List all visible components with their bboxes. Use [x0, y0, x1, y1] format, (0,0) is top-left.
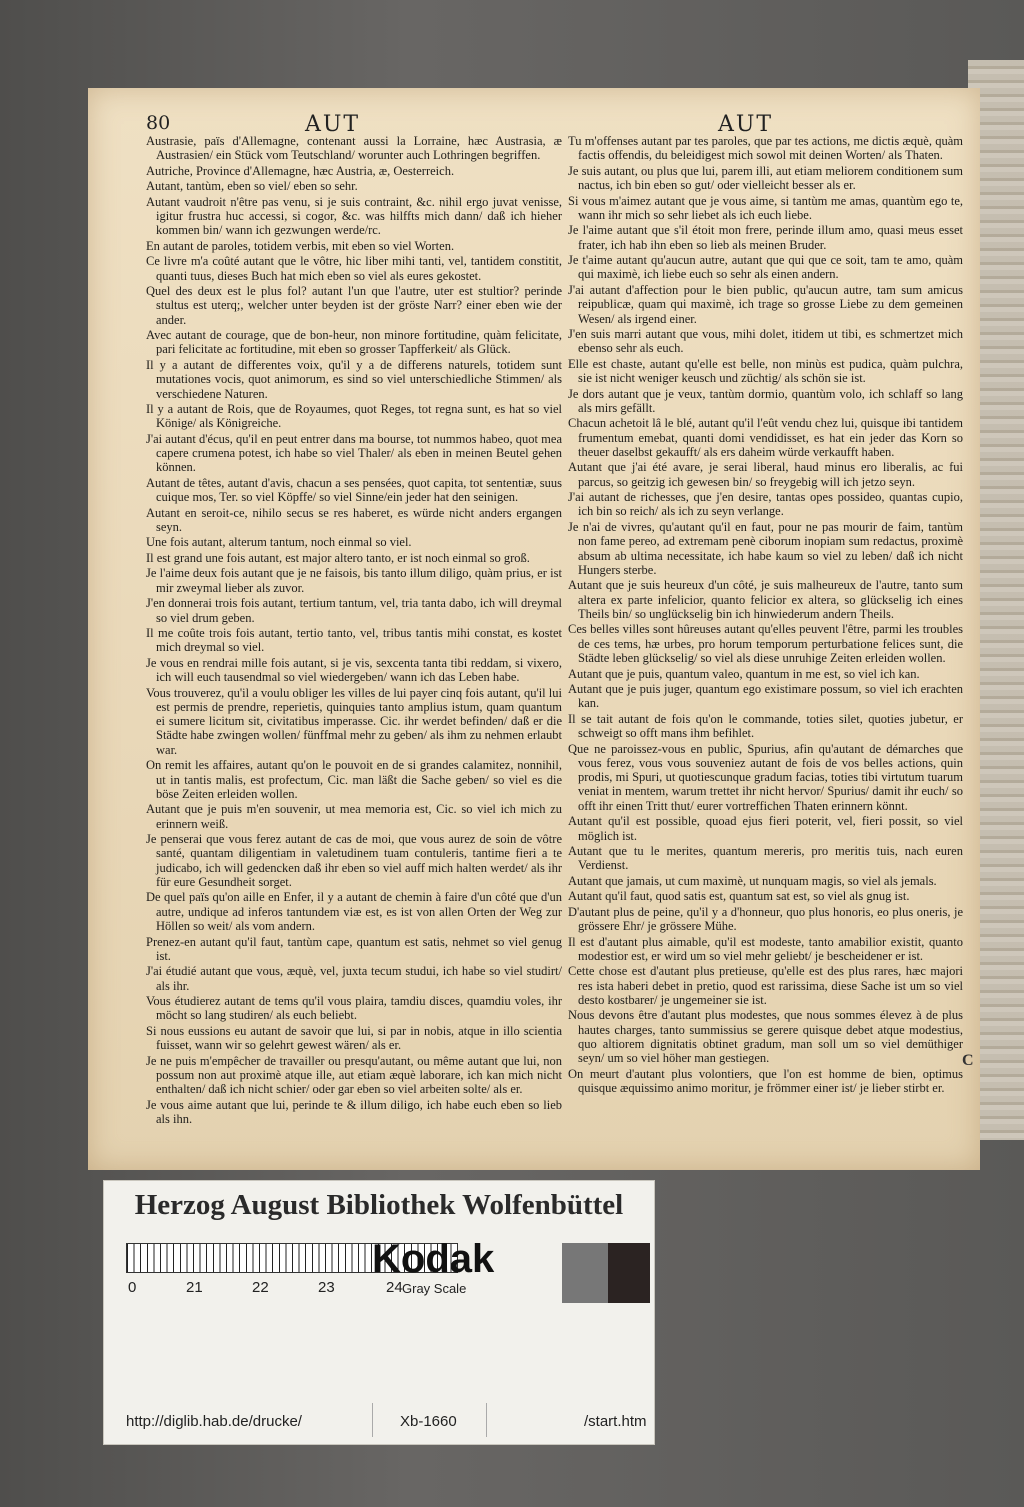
dictionary-entry: Ces belles villes sont hûreuses autant qu'elles peuvent l'être, parmi les troubles de ces tems, hæ urbes, pro horum temporum perturbatione felices sunt, die Städte leben glückselig/ so viel als diese unruhige Zeiten erleiden wollen. — [568, 622, 963, 666]
dictionary-entry: Autant en seroit-ce, nihilo secus se res haberet, es würde nicht anders ergangen seyn. — [146, 505, 562, 534]
dictionary-entry: Autant, tantùm, eben so viel/ eben so sehr. — [146, 179, 358, 194]
dictionary-entry: Ce livre m'a coûté autant que le vôtre, hic liber mihi tanti, vel, tantidem constitit, quanti tuus, dieses Buch hat mich eben so viel als eures gekostet. — [146, 254, 562, 283]
dictionary-entry: J'en suis marri autant que vous, mihi dolet, itidem ut tibi, es schmertzet mich ebenso sehr als euch. — [568, 326, 963, 356]
page-number: 80 — [146, 112, 171, 134]
dictionary-entry: Je l'aime autant que s'il étoit mon frere, perinde illum amo, quasi meus esset frater, ich hab ihn eben so lieb als meinen Bruder. — [568, 223, 963, 252]
right-text-column — [568, 134, 963, 1097]
dictionary-entry: Nous devons être d'autant plus modestes, que nous sommes élevez à de plus hautes charges, tanto summissius se gerere quisque debet atque modestius, quo altiorem dignitatis obtinet gradum, man soll um so viel demüthiger seyn/ um so viel höher man gestiegen. — [568, 1008, 963, 1066]
dictionary-entry: Il me coûte trois fois autant, tertio tanto, vel, tribus tantis mihi constat, es kostet mich dreymal so viel. — [146, 625, 562, 655]
ruler-label: 22 — [252, 1279, 269, 1296]
dictionary-entry: Je n'ai de vivres, qu'autant qu'il en faut, pour ne pas mourir de faim, tantùm non fame pereo, ad extremam penè ciborum inopiam sum redactus, proximè absum ab ultima necessitate, ich habe kaum so viel zu leben/ daß ich nicht Hungers sterbe. — [568, 519, 963, 577]
dictionary-entry: En autant de paroles, totidem verbis, mit eben so viel Worten. — [146, 238, 455, 253]
dictionary-entry: Autant que tu le merites, quantum mereris, pro meritis tuis, nach euren Verdienst. — [568, 844, 963, 873]
dictionary-entry: Je vous en rendrai mille fois autant, si je vis, sexcenta tanta tibi reddam, si vixero, ich will euch tausendmal so viel wiedergeben/ wann ich das Leben habe. — [146, 655, 562, 685]
dictionary-entry: Il est d'autant plus aimable, qu'il est modeste, tanto amabilior existit, quanto modestior est, er wird um so viel mehr geliebt/ je bescheidener er ist. — [568, 934, 963, 963]
catchword: C — [962, 1052, 974, 1069]
ruler-label: 23 — [318, 1279, 335, 1296]
dictionary-entry: J'ai autant d'affection pour le bien public, qu'aucun autre, tam sum amicus reipublicæ, quam qui maximè, ich trage so grosse Liebe zu dem gemeinen Wesen/ als irgend einer. — [568, 282, 963, 326]
dictionary-entry: Prenez-en autant qu'il faut, tantùm cape, quantum est satis, nehmet so viel genug ist. — [146, 934, 562, 963]
dictionary-entry: Chacun achetoit lâ le blé, autant qu'il l'eût vendu chez lui, quisque ibi tantidem frumentum emebat, quanti domi vendidisset, es hat ein jeder das Korn so theuer daselbst gekaufft/ als ers daheim würde verkaufft haben. — [568, 416, 963, 459]
dictionary-entry: J'ai étudié autant que vous, æquè, vel, juxta tecum studui, ich habe so viel studirt/ als ihr. — [146, 964, 562, 993]
dark-swatch — [608, 1243, 650, 1303]
library-url: http://diglib.hab.de/drucke/ — [126, 1413, 302, 1430]
dictionary-entry: Autant que je puis, quantum valeo, quantum in me est, so viel ich kan. — [568, 666, 920, 681]
dictionary-entry: Je ne puis m'empêcher de travailler ou presqu'autant, ou même autant que lui, non possum non aut proximè atque ille, aut etiam æquè laborare, ich kan mich nicht enthalten/ daß ich nicht schier/ oder gar eben so viel arbeiten solte/ als er. — [146, 1053, 562, 1097]
dictionary-entry: Avec autant de courage, que de bon-heur, non minore fortitudine, quàm felicitate, pari felicitate ac fortitudine, mit eben so grosser Tapfferkeit/ als Glück. — [146, 328, 562, 357]
dictionary-entry: Il est grand une fois autant, est major altero tanto, er ist noch einmal so groß. — [146, 550, 530, 565]
dictionary-entry: Je l'aime deux fois autant que je ne faisois, bis tanto illum diligo, quàm prius, er ist mir zweymal lieber als zuvor. — [146, 566, 562, 595]
library-target-card — [103, 1180, 655, 1445]
dictionary-entry: Il y a autant de differentes voix, qu'il y a de differens naturels, totidem sunt mutationes vocis, quot animorum, es sind so viel unterschiedliche Stimmen/ als verschiedene Naturen. — [146, 357, 562, 401]
dictionary-entry: On remit les affaires, autant qu'on le pouvoit en de si grandes calamitez, nonnihil, ut in tantis malis, est profectum, Cic. man läßt die Sache geben/ so viel es die böse Zeiten erleiden wollen. — [146, 758, 562, 801]
kodak-logo: Kodak — [372, 1237, 495, 1281]
dictionary-entry: Autant que je suis heureux d'un côté, je suis malheureux de l'autre, tanto sum altera ex parte infelicior, quanto felicior ex altera, so glückselig ich eines Theils bin/ so unglückselig bin ich hinwiederum andern Theils. — [568, 578, 963, 621]
dictionary-entry: Quel des deux est le plus fol? autant l'un que l'autre, uter est stultior? perinde stultus est uterq;, welcher unter beyden ist der gröste Narr? einer eben wie der ander. — [146, 284, 562, 327]
dictionary-entry: J'en donnerai trois fois autant, tertium tantum, vel, tria tanta dabo, ich will dreymal so viel drum geben. — [146, 596, 562, 625]
dictionary-entry: Je suis autant, ou plus que lui, parem illi, aut etiam meliorem conditionem sum nactus, ich bin eben so gut/ oder vielleicht besser als er. — [568, 163, 963, 193]
dictionary-entry: Tu m'offenses autant par tes paroles, que par tes actions, me dictis æquè, quàm factis offendis, du beleidigest mich sowol mit deinen Worten/ als Thaten. — [568, 134, 963, 163]
dictionary-entry: Cette chose est d'autant plus pretieuse, qu'elle est des plus rares, hæc majori res ista haberi debet in pretio, quod est rarissima, diese Sache ist um so viel desto kostbarer/ je ungemeiner sie ist. — [568, 964, 963, 1007]
dictionary-entry: Elle est chaste, autant qu'elle est belle, non minùs est pudica, quàm pulchra, sie ist nicht weniger keusch und züchtig/ als schön sie ist. — [568, 356, 963, 386]
ruler-label: 21 — [186, 1279, 203, 1296]
library-title: Herzog August Bibliothek Wolfenbüttel — [134, 1189, 624, 1221]
shelfmark: Xb-1660 — [400, 1413, 457, 1430]
dictionary-entry: D'autant plus de peine, qu'il y a d'honneur, quo plus honoris, eo plus oneris, je grössere Ehr/ je grössere Mühe. — [568, 904, 963, 934]
dictionary-entry: Autant que j'ai été avare, je serai liberal, haud minus ero liberalis, ac fui parcus, so geitzig ich gewesen bin/ so freygebig will ich jetzo seyn. — [568, 460, 963, 489]
dictionary-entry: J'ai autant de richesses, que j'en desire, tantas opes possideo, quantas cupio, ich bin so reich/ als ich zu seyn verlange. — [568, 490, 963, 519]
dictionary-entry: Vous étudierez autant de tems qu'il vous plaira, tamdiu disces, quamdiu voles, ihr möcht so lang studiren/ als euch beliebt. — [146, 994, 562, 1023]
dictionary-entry: Je penserai que vous ferez autant de cas de moi, que vous aurez de soin de vôtre santé, quantam diligentiam in valetudinem tuam contuleris, tantime fieri a te judicabo, ich will gedencken daß ihr eben so viel auff mich halten werdet/ als ihr für eure Gesundheit sorget. — [146, 832, 562, 889]
dictionary-entry: Autant que je puis m'en souvenir, ut mea memoria est, Cic. so viel ich mich zu erinnern weiß. — [146, 802, 562, 831]
dictionary-entry: Autant qu'il est possible, quoad ejus fieri poterit, vel, fieri possit, so viel möglich ist. — [568, 814, 963, 843]
dictionary-entry: On meurt d'autant plus volontiers, que l'on est homme de bien, optimus quisque æquissimo animo moritur, je frömmer einer ist/ je lieber stirbt er. — [568, 1066, 963, 1096]
dictionary-entry: Il se tait autant de fois qu'on le commande, toties silet, quoties jubetur, er schweigt so offt mans ihm befihlet. — [568, 711, 963, 741]
divider — [486, 1403, 487, 1437]
gray-swatch — [562, 1243, 608, 1303]
dictionary-entry: Je dors autant que je veux, tantùm dormio, quantùm volo, ich schlaff so lang als mirs gefällt. — [568, 386, 963, 415]
left-text-column — [146, 134, 562, 1128]
dictionary-entry: Autant que jamais, ut cum maximè, ut nunquam magis, so viel als jemals. — [568, 873, 937, 888]
dictionary-entry: Je t'aime autant qu'aucun autre, autant que qui que ce soit, tam te amo, quàm qui maximè, ich liebe euch so sehr als einen andern. — [568, 253, 963, 282]
ruler-label: 24 — [386, 1279, 403, 1296]
ruler-label: 0 — [128, 1279, 137, 1296]
dictionary-entry: Vous trouverez, qu'il a voulu obliger les villes de lui payer cinq fois autant, qu'il lui est permis de prendre, reperietis, quinquies tanto amplius istum, quam quantum ei sumere licitum sit, civitatibus imperasse. Cic. ihr werdet befinden/ daß er die Städte habe zwingen wollen/ fünffmal mehr zu geben/ als ihm zu nehmen erlaubt war. — [146, 685, 562, 757]
dictionary-entry: Il y a autant de Rois, que de Royaumes, quot Reges, tot regna sunt, es hat so viel Könige/ als Königreiche. — [146, 402, 562, 431]
dictionary-entry: J'ai autant d'écus, qu'il en peut entrer dans ma bourse, tot nummos habeo, quot mea capere crumena potest, ich habe so viel Thaler/ als eben in meinen Beutel gehen können. — [146, 431, 562, 475]
dictionary-entry: Si vous m'aimez autant que je vous aime, si tantùm me amas, quantùm ego te, wann ihr mich so sehr liebet als ich euch liebe. — [568, 193, 963, 222]
start-path: /start.htm — [584, 1413, 647, 1430]
divider — [372, 1403, 373, 1437]
dictionary-entry: Austrasie, païs d'Allemagne, contenant aussi la Lorraine, hæc Austrasia, æ Austrasien/ ein Stück vom Teutschland/ worunter auch Lothringen begriffen. — [146, 134, 562, 163]
gray-scale-label: Gray Scale — [402, 1281, 467, 1296]
dictionary-entry: De quel païs qu'on aille en Enfer, il y a autant de chemin à faire d'un côté que d'un autre, undique ad inferos tantundem viæ est, es ist von allen Orten der Weg zur Höllen so weit/ als vom andern. — [146, 890, 562, 934]
dictionary-entry: Que ne paroissez-vous en public, Spurius, afin qu'autant de démarches que vous ferez, vous vous souveniez autant de fois de vos belles actions, quin prodis, mi Spuri, ut quotiescunque gradum facias, toties tibi virtutum tuarum veniat in mentem, warum trettet ihr nicht hervor/ Spurius/ damit ihr euch/ so offt ihr einen Tritt thut/ eurer vortreffichen Thaten erinnern könnt. — [568, 741, 963, 813]
dictionary-entry: Autant que je puis juger, quantum ego existimare possum, so viel ich erachten kan. — [568, 681, 963, 711]
dictionary-entry: Si nous eussions eu autant de savoir que lui, si par in nobis, atque in illo scientia fuisset, wann wir so gelehrt gewest wären/ als er. — [146, 1023, 562, 1053]
dictionary-entry: Autant de têtes, autant d'avis, chacun a ses pensées, quot capita, tot sententiæ, suus cuique mos, Ter. so viel Köpffe/ so viel Sinne/ein jeder hat den seinigen. — [146, 475, 562, 505]
running-head-right: AUT — [718, 112, 774, 137]
dictionary-entry: Une fois autant, alterum tantum, noch einmal so viel. — [146, 535, 412, 550]
dictionary-entry: Je vous aime autant que lui, perinde te & illum diligo, ich habe euch eben so lieb als ihn. — [146, 1097, 562, 1127]
dictionary-entry: Autriche, Province d'Allemagne, hæc Austria, æ, Oesterreich. — [146, 163, 455, 178]
running-head-left: AUT — [305, 112, 361, 137]
dictionary-entry: Autant qu'il faut, quod satis est, quantum sat est, so viel als gnug ist. — [568, 889, 910, 904]
dictionary-entry: Autant vaudroit n'être pas venu, si je suis contraint, &c. nihil ergo juvat venisse, igitur frustra huc accessi, si cogor, &c. was hilffts mich dann/ daß ich hieher kommen bin/ wann ich gezwungen werde/rc. — [146, 194, 562, 238]
